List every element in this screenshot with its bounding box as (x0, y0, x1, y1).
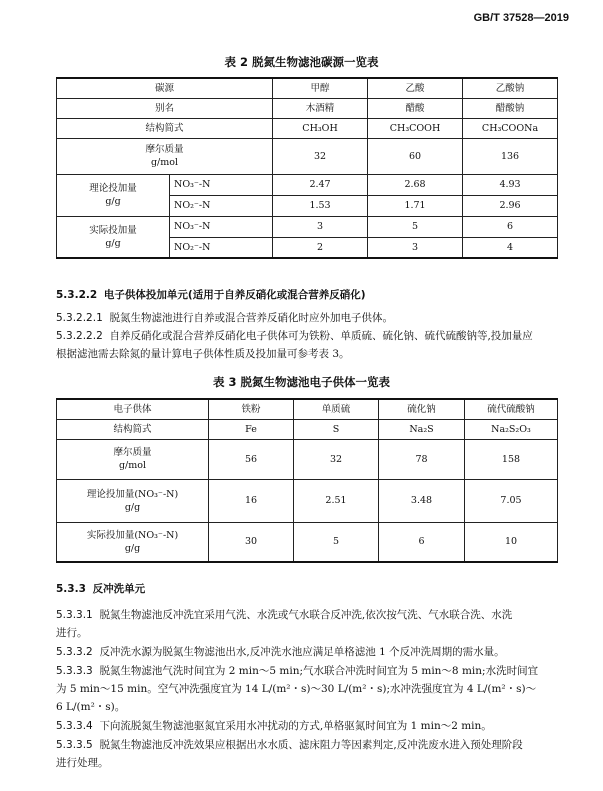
paragraph-text: 6 L/(m²・s)。 (56, 701, 126, 713)
paragraph-number: 5.3.2.2.1 (56, 312, 103, 324)
theory-label: 理论投加量 (89, 183, 137, 194)
table-cell: 158 (465, 439, 558, 479)
paragraph-number: 5.3.3.5 (56, 739, 93, 751)
molar-unit: g/mol (150, 157, 179, 168)
table-cell (57, 216, 170, 258)
table-cell: Fe (209, 419, 294, 439)
paragraph-text: 脱氮生物滤池反冲洗效果应根据出水水质、滤床阻力等因素判定,反冲洗废水进入预处理阶段 (99, 739, 523, 751)
table-cell: CH₃COONa (463, 118, 558, 138)
paragraph-5-3-3-2 (56, 643, 556, 661)
heading-number: 5.3.3 (56, 583, 86, 595)
table-row (57, 216, 558, 237)
table-cell: 2.47 (273, 174, 368, 195)
table3-caption: 表 3 脱氮生物滤池电子供体一览表 (212, 375, 390, 389)
table-cell: 32 (273, 138, 368, 174)
heading-number: 5.3.2.2 (56, 289, 98, 301)
molar-label: 摩尔质量 (145, 144, 184, 155)
row-label: 摩尔质量 (113, 447, 152, 458)
table-cell: CH₃OH (273, 118, 368, 138)
theory-unit: g/g (105, 196, 121, 207)
paragraph-text: 自养反硝化或混合营养反硝化电子供体可为铁粉、单质硫、硫化钠、硫代硫酸钠等,投加量应 (109, 330, 533, 342)
table-row (57, 439, 558, 479)
table-row (57, 78, 558, 98)
table-cell: 4.93 (463, 174, 558, 195)
table-row (57, 98, 558, 118)
table-cell: 78 (379, 439, 465, 479)
table-cell: 60 (368, 138, 463, 174)
paragraph-number: 5.3.3.2 (56, 646, 93, 658)
paragraph-text: 进行。 (56, 627, 88, 639)
table-cell: 电子供体 (57, 399, 209, 419)
table-cell: 乙酸钠 (463, 78, 558, 98)
table-row (57, 419, 558, 439)
table-cell: Na₂S (379, 419, 465, 439)
table-cell: S (294, 419, 379, 439)
paragraph-5-3-2-2-2 (56, 327, 556, 363)
table-cell: 醋酸 (368, 98, 463, 118)
table-cell: 10 (465, 522, 558, 562)
table-cell: 3 (273, 216, 368, 237)
paragraph-5-3-3-1 (56, 606, 556, 642)
table-cell: 碳源 (57, 78, 273, 98)
paragraph-text: 根据滤池需去除氮的量计算电子供体性质及投加量可参考表 3。 (56, 348, 350, 360)
paragraph-5-3-3-5 (56, 736, 556, 772)
table-cell: 铁粉 (209, 399, 294, 419)
table-cell: NO₂⁻-N (170, 195, 273, 216)
table-cell: CH₃COOH (368, 118, 463, 138)
table-row (57, 399, 558, 419)
table-cell: 2.68 (368, 174, 463, 195)
standard-number: GB/T 37528—2019 (473, 12, 569, 24)
table-cell: 乙酸 (368, 78, 463, 98)
table-cell: 136 (463, 138, 558, 174)
paragraph-text: 脱氮生物滤池进行自养或混合营养反硝化时应外加电子供体。 (109, 312, 393, 324)
table-cell: 2.96 (463, 195, 558, 216)
section-5-3-3-heading (56, 580, 556, 598)
table-cell: 5 (294, 522, 379, 562)
table-cell: 30 (209, 522, 294, 562)
table-cell: 结构简式 (57, 118, 273, 138)
table-row (57, 522, 558, 562)
table-row (57, 479, 558, 522)
table-cell: 木酒精 (273, 98, 368, 118)
table-cell: NO₂⁻-N (170, 237, 273, 258)
table-cell: 2 (273, 237, 368, 258)
paragraph-5-3-2-2-1 (56, 309, 556, 327)
row-unit: g/mol (118, 460, 147, 471)
row-label: 实际投加量(NO₃⁻-N) (86, 529, 179, 541)
paragraph-text: 脱氮生物滤池气洗时间宜为 2 min～5 min;气水联合冲洗时间宜为 5 min～8 min;水洗时间宜 (99, 665, 539, 677)
table-cell: 结构简式 (57, 419, 209, 439)
paragraph-number: 5.3.3.4 (56, 720, 93, 732)
table-cell: 6 (379, 522, 465, 562)
table-cell: Na₂S₂O₃ (465, 419, 558, 439)
table-cell: 5 (368, 216, 463, 237)
table-cell: 3 (368, 237, 463, 258)
table-row (57, 174, 558, 195)
table-cell: 别名 (57, 98, 273, 118)
paragraph-text: 脱氮生物滤池反冲洗宜采用气洗、水洗或气水联合反冲洗,依次按气洗、气水联合洗、水洗 (99, 609, 513, 621)
paragraph-5-3-3-4 (56, 717, 556, 735)
paragraph-text: 进行处理。 (56, 757, 109, 769)
table-cell: 56 (209, 439, 294, 479)
paragraph-text: 为 5 min～15 min。空气冲洗强度宜为 14 L/(m²・s)～30 L/(m²・s);水冲洗强度宜为 4 L/(m²・s)～ (56, 683, 537, 695)
table-cell: NO₃⁻-N (170, 174, 273, 195)
row-label: 理论投加量(NO₃⁻-N) (86, 488, 179, 500)
table-cell: 4 (463, 237, 558, 258)
table-cell: 硫代硫酸钠 (465, 399, 558, 419)
table-cell: 硫化钠 (379, 399, 465, 419)
paragraph-5-3-3-3 (56, 662, 556, 716)
table-cell: 醋酸钠 (463, 98, 558, 118)
heading-text: 反冲洗单元 (92, 583, 146, 595)
paragraph-text: 反冲洗水源为脱氮生物滤池出水,反冲洗水池应满足单格滤池 1 个反冲洗周期的需水量。 (99, 646, 505, 658)
table-cell (57, 138, 273, 174)
actual-unit: g/g (105, 237, 121, 249)
table-cell: 7.05 (465, 479, 558, 522)
table-row (57, 118, 558, 138)
paragraph-number: 5.3.3.1 (56, 609, 93, 621)
table-cell (57, 479, 209, 522)
paragraph-text: 下向流脱氮生物滤池驱氮宜采用水冲扰动的方式,单格驱氮时间宜为 1 min～2 min。 (99, 720, 492, 732)
table-cell: 32 (294, 439, 379, 479)
table3-electron-donors (56, 398, 558, 563)
table2-caption: 表 2 脱氮生物滤池碳源一览表 (224, 55, 379, 69)
table-cell: 6 (463, 216, 558, 237)
table-row (57, 138, 558, 174)
table2-carbon-sources (56, 77, 558, 259)
table-cell (57, 522, 209, 562)
table-cell (57, 174, 170, 216)
table-cell: 2.51 (294, 479, 379, 522)
table-cell: 单质硫 (294, 399, 379, 419)
table-cell: 1.71 (368, 195, 463, 216)
table-cell: 3.48 (379, 479, 465, 522)
row-unit: g/g (124, 501, 141, 513)
heading-text: 电子供体投加单元(适用于自养反硝化或混合营养反硝化) (103, 289, 366, 301)
table-cell: NO₃⁻-N (170, 216, 273, 237)
paragraph-number: 5.3.2.2.2 (56, 330, 103, 342)
row-unit: g/g (124, 542, 141, 554)
table-cell: 甲醇 (273, 78, 368, 98)
section-5-3-2-2-heading (56, 286, 556, 304)
paragraph-number: 5.3.3.3 (56, 665, 93, 677)
table-cell: 16 (209, 479, 294, 522)
table-cell (57, 439, 209, 479)
actual-label: 实际投加量 (89, 224, 137, 236)
table-cell: 1.53 (273, 195, 368, 216)
